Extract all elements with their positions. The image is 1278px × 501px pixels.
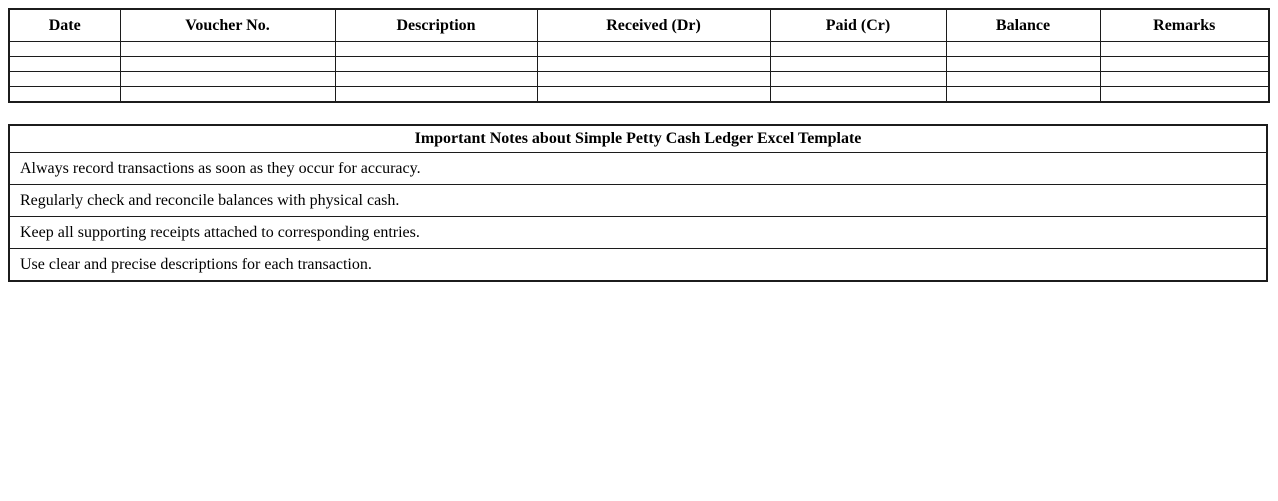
note-item: Keep all supporting receipts attached to corresponding entries. (9, 217, 1267, 249)
note-row (9, 185, 1267, 217)
ledger-empty-cell (770, 87, 946, 103)
ledger-column-header-remarks: Remarks (1100, 9, 1269, 42)
note-row (9, 249, 1267, 282)
ledger-empty-cell (9, 57, 120, 72)
notes-title: Important Notes about Simple Petty Cash Ledger Excel Template (9, 125, 1267, 153)
ledger-column-header-description: Description (335, 9, 537, 42)
ledger-empty-cell (946, 72, 1100, 87)
ledger-empty-row (9, 57, 1269, 72)
petty-cash-ledger-table (8, 8, 1270, 103)
ledger-empty-cell (9, 42, 120, 57)
ledger-empty-cell (537, 42, 770, 57)
ledger-empty-cell (537, 57, 770, 72)
ledger-empty-cell (1100, 87, 1269, 103)
ledger-empty-cell (770, 42, 946, 57)
ledger-empty-cell (335, 87, 537, 103)
ledger-empty-cell (1100, 57, 1269, 72)
ledger-column-header-voucher-no: Voucher No. (120, 9, 335, 42)
ledger-column-header-balance: Balance (946, 9, 1100, 42)
note-item: Regularly check and reconcile balances with physical cash. (9, 185, 1267, 217)
ledger-column-header-paid-cr: Paid (Cr) (770, 9, 946, 42)
note-item: Use clear and precise descriptions for each transaction. (9, 249, 1267, 282)
ledger-empty-row (9, 42, 1269, 57)
ledger-empty-cell (770, 57, 946, 72)
ledger-empty-cell (946, 57, 1100, 72)
notes-title-row (9, 125, 1267, 153)
ledger-empty-cell (335, 72, 537, 87)
ledger-header-row (9, 9, 1269, 42)
ledger-empty-cell (946, 87, 1100, 103)
ledger-empty-cell (537, 87, 770, 103)
note-row (9, 217, 1267, 249)
ledger-empty-cell (537, 72, 770, 87)
ledger-empty-cell (120, 72, 335, 87)
ledger-empty-cell (120, 57, 335, 72)
ledger-empty-cell (335, 57, 537, 72)
ledger-column-header-date: Date (9, 9, 120, 42)
ledger-empty-cell (335, 42, 537, 57)
note-row (9, 153, 1267, 185)
ledger-empty-cell (120, 42, 335, 57)
ledger-empty-row (9, 72, 1269, 87)
notes-table (8, 124, 1268, 282)
ledger-empty-cell (770, 72, 946, 87)
ledger-column-header-received-dr: Received (Dr) (537, 9, 770, 42)
ledger-empty-cell (946, 42, 1100, 57)
ledger-empty-cell (9, 72, 120, 87)
ledger-empty-row (9, 87, 1269, 103)
ledger-empty-cell (120, 87, 335, 103)
note-item: Always record transactions as soon as they occur for accuracy. (9, 153, 1267, 185)
ledger-empty-cell (1100, 42, 1269, 57)
ledger-empty-cell (1100, 72, 1269, 87)
ledger-empty-cell (9, 87, 120, 103)
